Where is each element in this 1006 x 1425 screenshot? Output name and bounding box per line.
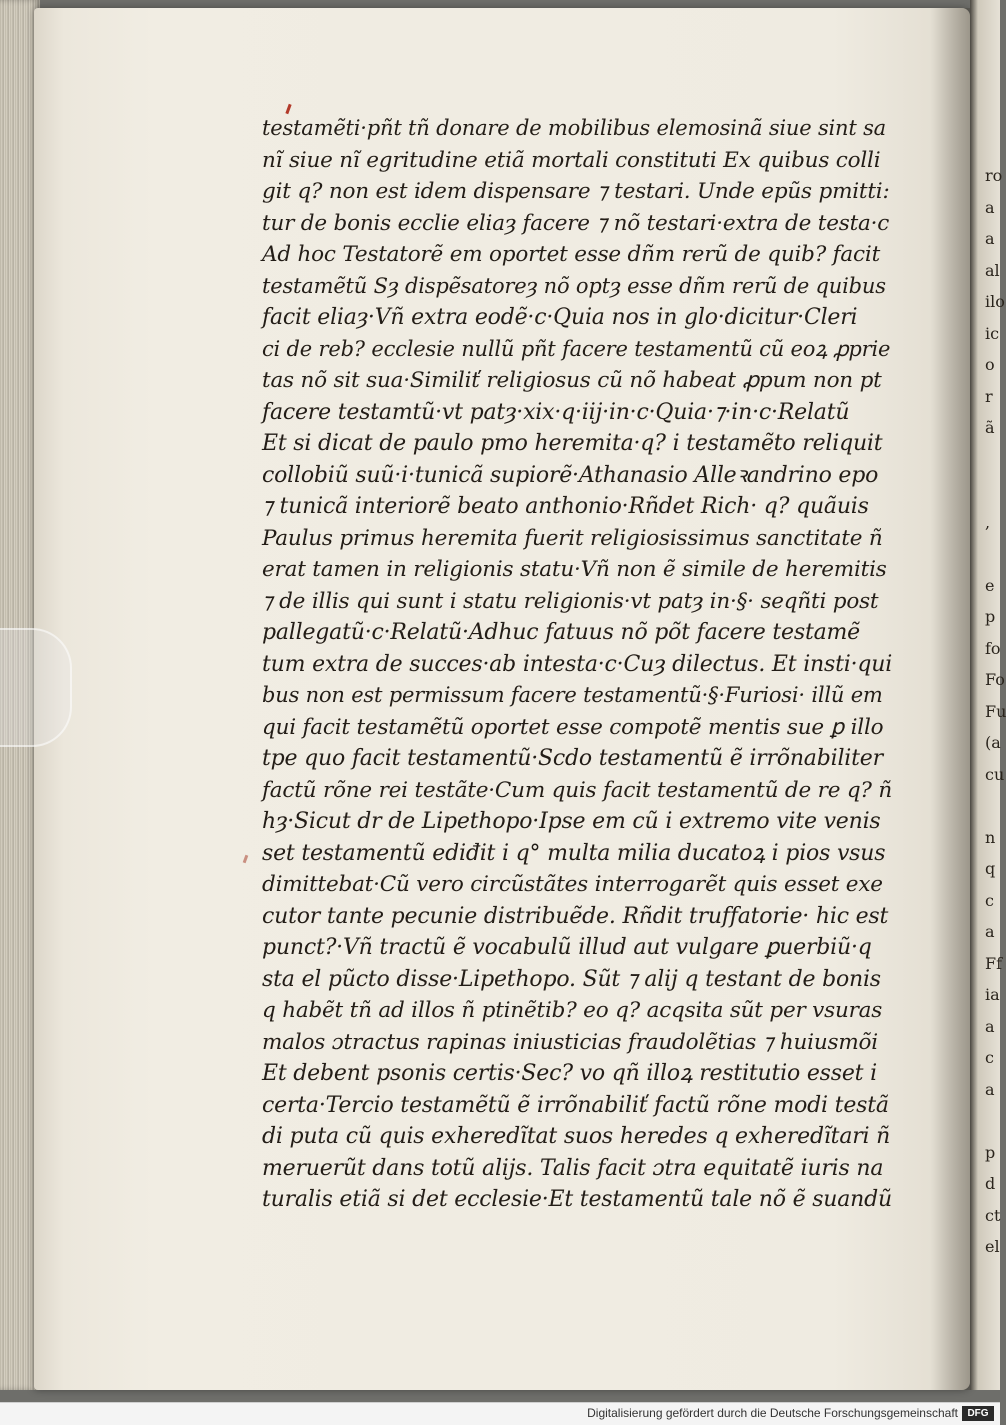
- text-line: certa·Tercio testamẽtũ ẽ irrõnabiliť factũ rõne modi testã: [262, 1092, 889, 1118]
- text-line: tpe quo facit testamentũ·Scdo testamentũ ẽ irrõnabiliter: [262, 746, 883, 771]
- opposite-page-fragment: o: [985, 355, 995, 374]
- opposite-page-fragment: d: [985, 1174, 996, 1193]
- opposite-page-fragment: (a: [985, 733, 1001, 752]
- opposite-page-fragment: cu: [985, 764, 1005, 784]
- text-line: testamẽti·pñt tñ donare de mobilibus elemosinã siue sint sa: [262, 116, 886, 140]
- opposite-page-fragment: e: [985, 575, 995, 595]
- opposite-page-fragment: ã: [985, 418, 995, 437]
- text-line: tum extra de succes·ab intesta·c·Cuȝ dilectus. Et insti·qui: [262, 651, 893, 677]
- opposite-page-fragment: p: [985, 1142, 996, 1162]
- opposite-page-fragment: [985, 475, 1000, 507]
- text-line: di puta cũ quis exheredĩtat suos heredes q exheredĩtari ñ: [262, 1124, 891, 1149]
- opposite-page-fragments: [985, 160, 1006, 1263]
- opposite-page-fragment: a: [985, 1079, 995, 1099]
- footer-credit: Digitalisierung gefördert durch die Deutsche Forschungsgemeinschaft: [587, 1406, 958, 1420]
- opposite-page-fragment: ic: [985, 323, 1000, 343]
- text-line: tas nõ sit sua·Similiť religiosus cũ nõ habeat ꝓpum non pt: [262, 368, 882, 393]
- text-line: testamẽtũ Sȝ dispẽsatoreȝ nõ optȝ esse dñm rerũ de quibus: [262, 273, 886, 298]
- opposite-page-fragment: fo: [985, 638, 1001, 658]
- text-line: Et si dicat de paulo pmo heremita·q? i testamẽto reliquit: [262, 431, 883, 456]
- text-line: Et debent psonis certis·Sec? vo qñ illoꝝ restitutio esset i: [262, 1061, 877, 1086]
- text-line: cutor tante pecunie distribuẽde. Rñdit truffatorie· hic est: [262, 903, 889, 929]
- text-line: collobiũ suũ·i·tunicã supiorẽ·Athanasio Alleꝛandrino epo: [262, 462, 879, 488]
- text-line: Paulus primus heremita fuerit religiosissimus sanctitate ñ: [262, 525, 883, 551]
- opposite-page-fragment: [985, 538, 1000, 570]
- text-line: git q? non est idem dispensare ⁊ testari. Unde epũs pmitti:: [262, 179, 890, 204]
- text-line: turalis etiã si det ecclesie·Et testamentũ tale nõ ẽ suandũ: [262, 1187, 892, 1212]
- opposite-page-fragment: a: [985, 197, 995, 217]
- text-line: q habẽt tñ ad illos ñ ptinẽtib? eo q? acqsita sũt per vsuras: [262, 998, 883, 1023]
- opposite-page-fragment: ilo: [985, 292, 1005, 311]
- gutter-shadow: [930, 8, 970, 1390]
- text-line: dimittebat·Cũ vero circũstãtes interrogarẽt quis esset exe: [262, 872, 883, 897]
- text-line: facit eliaȝ·Vñ extra eodẽ·c·Quia nos in glo·dicitur·Cleri: [262, 305, 858, 330]
- opposite-page-fragment: Fo: [985, 670, 1005, 689]
- text-line: punct?·Vñ tractũ ẽ vocabulũ illud aut vulgare ꝑuerbiũ·q: [262, 935, 872, 960]
- opposite-page-fragment: p: [985, 607, 996, 626]
- footer-bar: [0, 1402, 1000, 1425]
- text-line: Ad hoc Testatorẽ em oportet esse dñm rerũ de quib? facit: [262, 242, 881, 267]
- opposite-page-fragment: a: [985, 1016, 995, 1036]
- incunabula-text-block: [262, 113, 892, 1216]
- opposite-page-fragment: ro: [985, 166, 1003, 185]
- text-line: factũ rõne rei testãte·Cum quis facit testamentũ de re q? ñ: [262, 777, 893, 803]
- text-line: ci de reb? ecclesie nullũ pñt facere testamentũ cũ eoꝝ ꝓprie: [262, 336, 891, 361]
- opposite-page-fragment: q: [985, 859, 996, 878]
- opposite-page-fragment: [985, 1105, 1000, 1137]
- opposite-page-fragment: c: [985, 890, 994, 910]
- text-line: facere testamtũ·vt patȝ·xix·q·iij·in·c·Quia·⁊·in·c·Relatũ: [262, 399, 850, 425]
- opposite-page-fragment: [985, 444, 1000, 476]
- dfg-logo: DFG: [962, 1406, 994, 1421]
- text-line: erat tamen in religionis statu·Vñ non ẽ simile de heremitis: [262, 557, 887, 582]
- page-tab-clip: [0, 628, 72, 747]
- opposite-page-fragment: r: [985, 386, 993, 406]
- opposite-page-fragment: c: [985, 1048, 994, 1067]
- opposite-page-fragment: [985, 790, 1000, 822]
- text-line: qui facit testamẽtũ oportet esse compotẽ mentis sue ꝑ illo: [262, 714, 884, 740]
- opposite-page-fragment: ia: [985, 985, 1000, 1004]
- text-line: sta el pũcto disse·Lipethopo. Sũt ⁊ alij q testant de bonis: [262, 966, 881, 992]
- opposite-page-fragment: Ff: [985, 953, 1003, 973]
- text-line: hȝ·Sicut dr de Lipethopo·Ipse em cũ i extremo vite venis: [262, 809, 881, 834]
- opposite-page-fragment: a: [985, 229, 995, 248]
- text-line: ⁊ de illis qui sunt i statu religionis·vt patȝ in·§· seqñti post: [262, 588, 879, 614]
- opposite-page-fragment: a: [985, 922, 995, 941]
- text-line: pallegatũ·c·Relatũ·Adhuc fatuus nõ põt facere testamẽ: [262, 620, 860, 645]
- opposite-page-fragment: ,: [985, 512, 991, 532]
- text-line: meruerũt dans totũ alijs. Talis facit ɔtra equitatẽ iuris na: [262, 1155, 884, 1181]
- text-line: tur de bonis ecclie eliaȝ facere ⁊ nõ testari·extra de testa·c: [262, 210, 890, 236]
- opposite-page-fragment: ct: [985, 1205, 1001, 1225]
- text-line: set testamentũ ediđit i q° multa milia ducatoꝝ i pios vsus: [262, 840, 886, 866]
- text-line: bus non est permissum facere testamentũ·§·Furiosi· illũ em: [262, 683, 883, 707]
- text-line: nĩ siue nĩ egritudine etiã mortali constituti Ex quibus colli: [262, 147, 881, 173]
- opposite-page-fragment: Fu: [985, 701, 1006, 721]
- opposite-page-fragment: n: [985, 827, 996, 847]
- text-line: ⁊ tunicã interiorẽ beato anthonio·Rñdet Rich· q? quãuis: [262, 494, 869, 519]
- opposite-page-fragment: al: [985, 260, 1000, 280]
- text-line: malos ɔtractus rapinas iniusticias fraudolẽtias ⁊ huiusmõi: [262, 1029, 878, 1055]
- opposite-page-fragment: el: [985, 1237, 1000, 1256]
